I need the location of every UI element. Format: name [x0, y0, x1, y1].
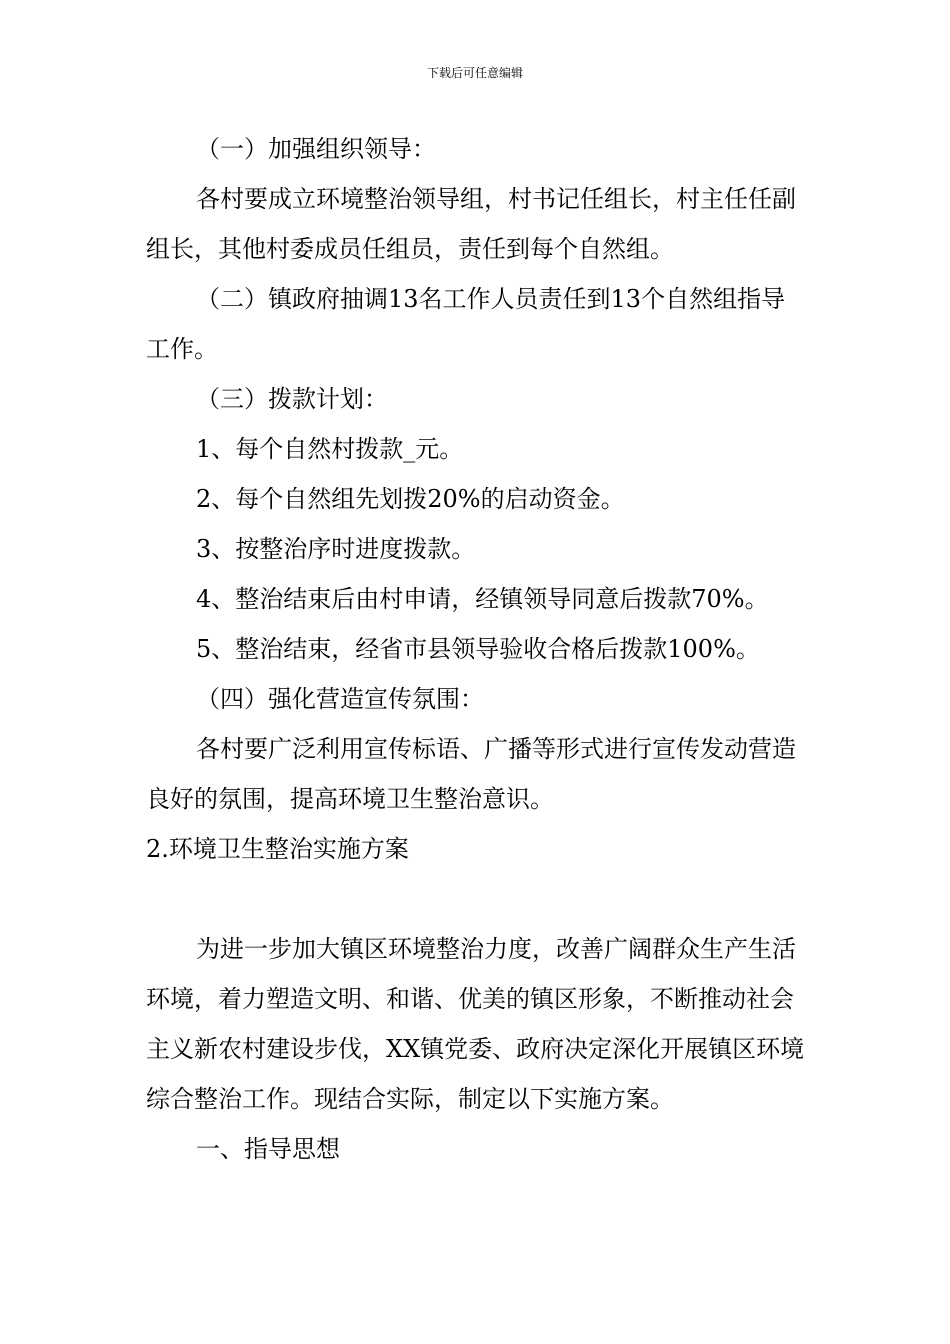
page-header: 下载后可任意编辑 — [426, 66, 523, 80]
paragraph: 各村要广泛利用宣传标语、广播等形式进行宣传发动营造良好的氛围，提高环境卫生整治意识。 — [146, 735, 796, 813]
document-title: 2.环境卫生整治实施方案 — [146, 835, 409, 863]
document-body — [146, 124, 806, 1174]
paragraph: 各村要成立环境整治领导组，村书记任组长，村主任任副组长，其他村委成员任组员，责任到每个自然组。 — [146, 185, 796, 263]
list-item: 2、每个自然组先划拨20%的启动资金。 — [196, 485, 625, 513]
section-heading-2: （二）镇政府抽调13名工作人员责任到13个自然组指导工作。 — [146, 285, 786, 363]
blank-line — [146, 874, 806, 924]
section-heading-3: （三）拨款计划： — [196, 385, 388, 413]
section-heading: 一、指导思想 — [196, 1135, 340, 1163]
list-item: 1、每个自然村拨款_元。 — [196, 435, 464, 463]
paragraph: 为进一步加大镇区环境整治力度，改善广阔群众生产生活环境，着力塑造文明、和谐、优美的镇区形象，不断推动社会主义新农村建设步伐，XX镇党委、政府决定深化开展镇区环境综合整治工作。现结合实际，制定以下实施方案。 — [146, 935, 805, 1113]
list-item: 3、按整治序时进度拨款。 — [196, 535, 476, 563]
list-item: 4、整治结束后由村申请，经镇领导同意后拨款70%。 — [196, 585, 769, 613]
section-heading-4: （四）强化营造宣传氛围： — [196, 685, 484, 713]
section-heading-1: （一）加强组织领导： — [196, 135, 436, 163]
list-item: 5、整治结束，经省市县领导验收合格后拨款100%。 — [196, 635, 760, 663]
